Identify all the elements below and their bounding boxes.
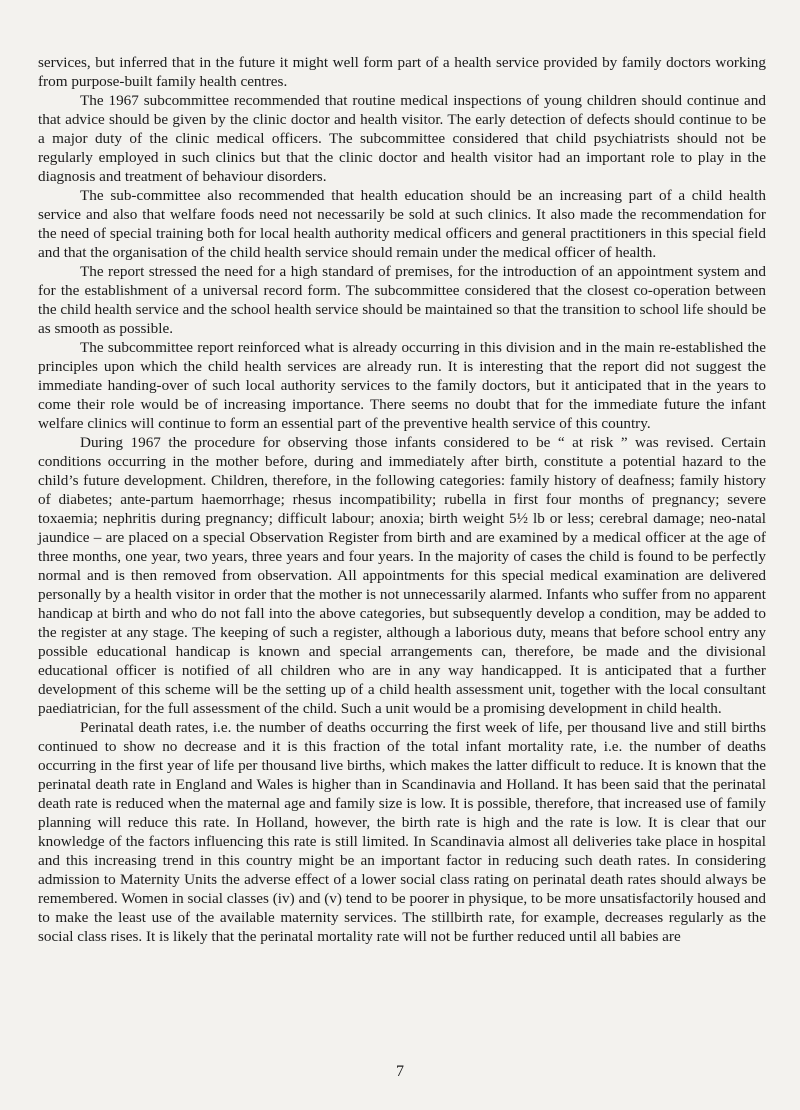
paragraph-perinatal-death-rates: Perinatal death rates, i.e. the number of deaths occurring the first week of life, per thousand live and still births continued to show no decrease and it is this fraction of the total infant mortality rate, i.e. the number of deaths occurring in the first year of life per thousand live births, which makes the latter difficult to reduce. It is known that the perinatal death rate in England and Wales is higher than in Scandinavia and Holland. It has been said that the perinatal death rate is reduced when the maternal age and family size is low. It is possible, therefore, that increased use of family planning will reduce this rate. In Holland, however, the birth rate is high and the rate is low. It is clear that our knowledge of the factors influencing this rate is still limited. In Scandinavia almost all deliveries take place in hospital and this increasing trend in this country might be an important factor in reducing such death rates. In considering admission to Maternity Units the adverse effect of a lower social class rating on perinatal death rates should always be remembered. Women in social classes (iv) and (v) tend to be poorer in physique, to be more unsatisfactorily housed and to make the least use of the available maternity services. The stillbirth rate, for example, decreases regularly as the social class rises. It is likely that the perinatal mortality rate will not be further reduced until all babies are	[38, 719, 766, 945]
paragraph-at-risk-register: During 1967 the procedure for observing those infants considered to be “ at risk ” was revised. Certain conditions occurring in the mother before, during and immediately after birth, constitute a potential hazard to the child’s future development. Children, therefore, in the following categories: family history of deafness; family history of diabetes; ante-partum haemorrhage; rhesus incompatibility; rubella in first four months of pregnancy; severe toxaemia; nephritis during pregnancy; difficult labour; anoxia; birth weight 5½ lb or less; cerebral damage; neo-natal jaundice – are placed on a special Observation Register from birth and are examined by a medical officer at the age of three months, one year, two years, three years and four years. In the majority of cases the child is found to be perfectly normal and is then removed from observation. All appointments for this special medical examination are delivered personally by a health visitor in order that the mother is not unnecessarily alarmed. Infants who suffer from no apparent handicap at birth and who do not fall into the above categories, but subsequently develop a condition, may be added to the register at any stage. The keeping of such a register, although a laborious duty, means that before school entry any possible educational handicap is known and special arrangements can, therefore, be made and the divisional educational officer is notified of all children who are in any way handicapped. It is anticipated that a further development of this scheme will be the setting up of a child health assessment unit, together with the local consultant paediatrician, for the full assessment of the child. Such a unit would be a promising development in child health.	[38, 434, 766, 717]
paragraph-1967-recommendations: The 1967 subcommittee recommended that routine medical inspections of young children should continue and that advice should be given by the clinic doctor and health visitor. The early detection of defects should continue to be a major duty of the clinic medical officers. The subcommittee considered that child psychiatrists should not be regularly employed in such clinics but that the clinic doctor and health visitor had an important role to play in the diagnosis and treatment of behaviour disorders.	[38, 92, 766, 185]
document-body	[38, 53, 766, 946]
paragraph-health-education: The sub-committee also recommended that health education should be an increasing part of a child health service and also that welfare foods need not necessarily be sold at such clinics. It also made the recommendation for the need of special training both for local health authority medical officers and general practitioners in this special field and that the organisation of the child health service should remain under the medical officer of health.	[38, 187, 766, 261]
paragraph-premises: The report stressed the need for a high standard of premises, for the introduction of an appointment system and for the establishment of a universal record form. The subcommittee considered that the closest co-operation between the child health service and the school health service should be maintained so that the transition to school life should be as smooth as possible.	[38, 263, 766, 337]
page-number: 7	[396, 1063, 404, 1080]
paragraph-continuation: services, but inferred that in the future it might well form part of a health service provided by family doctors working from purpose-built family health centres.	[38, 54, 766, 90]
paragraph-report-reinforced: The subcommittee report reinforced what is already occurring in this division and in the main re-established the principles upon which the child health services are already run. It is interesting that the report did not suggest the immediate handing-over of such local authority services to the family doctors, but it anticipated that in the years to come their role would be of increasing importance. There seems no doubt that for the immediate future the infant welfare clinics will continue to form an essential part of the preventive health service of this country.	[38, 339, 766, 432]
